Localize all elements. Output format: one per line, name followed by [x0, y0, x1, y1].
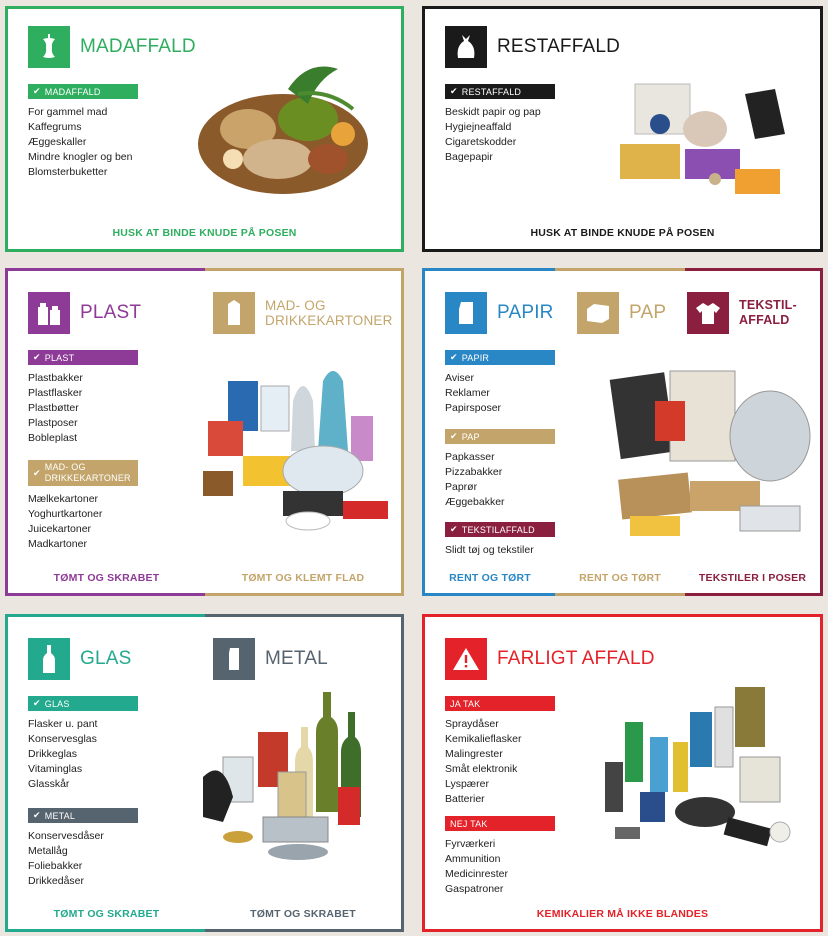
list-item: Fyrværkeri [445, 838, 496, 850]
farligt-no-list [445, 837, 508, 897]
list-item: Cigaretskodder [445, 136, 517, 148]
papir-list [445, 371, 501, 416]
plastic-bottle-icon [28, 292, 70, 334]
paper-textile-image [600, 366, 815, 551]
card-glas-metal [5, 614, 404, 932]
card-restaffald [422, 6, 823, 252]
list-item: Yoghurtkartoner [28, 508, 103, 520]
top-border-metal [205, 614, 404, 617]
paper-icon [445, 292, 487, 334]
list-item: Plastposer [28, 417, 78, 429]
bag-icon [445, 26, 487, 68]
pap-list [445, 450, 505, 510]
card-papir-pap-tekstil [422, 268, 823, 596]
list-item: Pizzabakker [445, 466, 503, 478]
glas-footer: TØMT OG SKRABET [53, 908, 160, 920]
top-border-tekstil [685, 268, 823, 271]
carton-icon [213, 292, 255, 334]
residual-waste-image [615, 74, 795, 209]
list-item: Hygiejneaffald [445, 121, 512, 133]
list-item: Konservesglas [28, 733, 97, 745]
list-item: Madkartoner [28, 538, 87, 550]
list-item: Batterier [445, 793, 485, 805]
card-madaffald [5, 6, 404, 252]
food-waste-image [188, 49, 378, 209]
plast-header [28, 292, 141, 334]
list-item: Kemikalieflasker [445, 733, 522, 745]
list-item: Paprør [445, 481, 478, 493]
list-item: Papirsposer [445, 402, 502, 414]
farligt-header [445, 638, 655, 680]
karton-header [213, 292, 393, 334]
list-item: Aviser [445, 372, 474, 384]
list-item: Æggebakker [445, 496, 505, 508]
papir-footer: RENT OG TØRT [449, 572, 531, 584]
list-item: Vitaminglas [28, 763, 83, 775]
plast-list [28, 371, 83, 446]
apple-core-icon [28, 26, 70, 68]
tshirt-icon [687, 292, 729, 334]
card-farligt-affald [422, 614, 823, 932]
list-item: Foliebakker [28, 860, 83, 872]
list-item: Drikkedåser [28, 875, 85, 887]
tekstil-footer: TEKSTILER I POSER [698, 572, 807, 584]
tekstil-tag: ✔ TEKSTILAFFALD [445, 522, 555, 537]
can-icon [213, 638, 255, 680]
madaffald-list [28, 105, 132, 180]
list-item: Juicekartoner [28, 523, 92, 535]
karton-tag: ✔ MAD- OG DRIKKEKARTONER [28, 460, 138, 486]
list-item: Mindre knogler og ben [28, 151, 133, 163]
farligt-footer: KEMIKALIER MÅ IKKE BLANDES [536, 908, 709, 920]
papir-header [445, 292, 554, 334]
pap-footer: RENT OG TØRT [579, 572, 661, 584]
list-item: Spraydåser [445, 718, 499, 730]
plast-footer: TØMT OG SKRABET [53, 572, 160, 584]
right-border-tekstil [820, 271, 823, 593]
list-item: Småt elektronik [445, 763, 518, 775]
restaffald-header [445, 26, 620, 68]
farligt-yes-tag: JA TAK [445, 696, 555, 711]
bottom-border-pap [555, 593, 685, 596]
glas-header [28, 638, 132, 680]
glass-bottle-icon [28, 638, 70, 680]
glass-metal-image [193, 687, 393, 872]
top-border-karton [205, 268, 404, 271]
glas-tag: ✔ GLAS [28, 696, 138, 711]
list-item: Plastflasker [28, 387, 83, 399]
list-item: Bagepapir [445, 151, 493, 163]
list-item: Metallåg [28, 845, 68, 857]
madaffald-title: MADAFFALD [80, 36, 196, 57]
list-item: Flasker u. pant [28, 718, 98, 730]
restaffald-title: RESTAFFALD [497, 36, 621, 57]
list-item: Plastbakker [28, 372, 83, 384]
list-item: Blomsterbuketter [28, 166, 108, 178]
list-item: Bobleplast [28, 432, 78, 444]
restaffald-tag: ✔ RESTAFFALD [445, 84, 555, 99]
list-item: Glasskår [28, 778, 70, 790]
list-item: Æggeskaller [28, 136, 87, 148]
pap-tag: ✔ PAP [445, 429, 555, 444]
tekstil-title: TEKSTIL- AFFALD [739, 298, 797, 327]
list-item: Gaspatroner [445, 883, 504, 895]
list-item: Kaffegrums [28, 121, 82, 133]
bottom-border-tekstil [685, 593, 823, 596]
pap-title: PAP [629, 302, 667, 323]
farligt-yes-list [445, 717, 521, 807]
metal-title: METAL [265, 648, 328, 669]
list-item: Plastbøtter [28, 402, 79, 414]
karton-footer: TØMT OG KLEMT FLAD [241, 572, 365, 584]
karton-list [28, 492, 102, 552]
restaffald-list [445, 105, 541, 165]
metal-footer: TØMT OG SKRABET [250, 908, 356, 920]
restaffald-footer: HUSK AT BINDE KNUDE PÅ POSEN [530, 227, 715, 239]
tekstil-header [687, 292, 797, 334]
list-item: Drikkeglas [28, 748, 78, 760]
farligt-title: FARLIGT AFFALD [497, 648, 655, 669]
madaffald-header [28, 26, 196, 68]
plast-title: PLAST [80, 302, 142, 323]
papir-tag: ✔ PAPIR [445, 350, 555, 365]
madaffald-footer: HUSK AT BINDE KNUDE PÅ POSEN [112, 227, 297, 239]
cardboard-icon [577, 292, 619, 334]
plast-tag: ✔ PLAST [28, 350, 138, 365]
list-item: Mælkekartoner [28, 493, 99, 505]
glas-title: GLAS [80, 648, 132, 669]
card-plast-kartoner [5, 268, 404, 596]
list-item: Lyspærer [445, 778, 489, 790]
list-item: Papkasser [445, 451, 495, 463]
list-item: Medicinrester [445, 868, 509, 880]
list-item: Beskidt papir og pap [445, 106, 541, 118]
tekstil-list [445, 543, 534, 558]
metal-tag: ✔ METAL [28, 808, 138, 823]
madaffald-tag: ✔ MADAFFALD [28, 84, 138, 99]
glas-list [28, 717, 97, 792]
plastic-cartons-image [183, 361, 393, 551]
list-item: Malingrester [445, 748, 503, 760]
karton-title: MAD- OG DRIKKEKARTONER [265, 298, 393, 328]
bottom-border-karton [205, 593, 404, 596]
list-item: Ammunition [445, 853, 501, 865]
papir-title: PAPIR [497, 302, 554, 323]
metal-list [28, 829, 104, 889]
bottom-border-metal [205, 929, 404, 932]
top-border-pap [555, 268, 685, 271]
list-item: Konservesdåser [28, 830, 104, 842]
list-item: Slidt tøj og tekstiler [445, 544, 534, 556]
metal-header [213, 638, 328, 680]
pap-header [577, 292, 666, 334]
hazardous-waste-image [595, 682, 815, 877]
farligt-no-tag: NEJ TAK [445, 816, 555, 831]
list-item: For gammel mad [28, 106, 108, 118]
list-item: Reklamer [445, 387, 490, 399]
warning-icon [445, 638, 487, 680]
